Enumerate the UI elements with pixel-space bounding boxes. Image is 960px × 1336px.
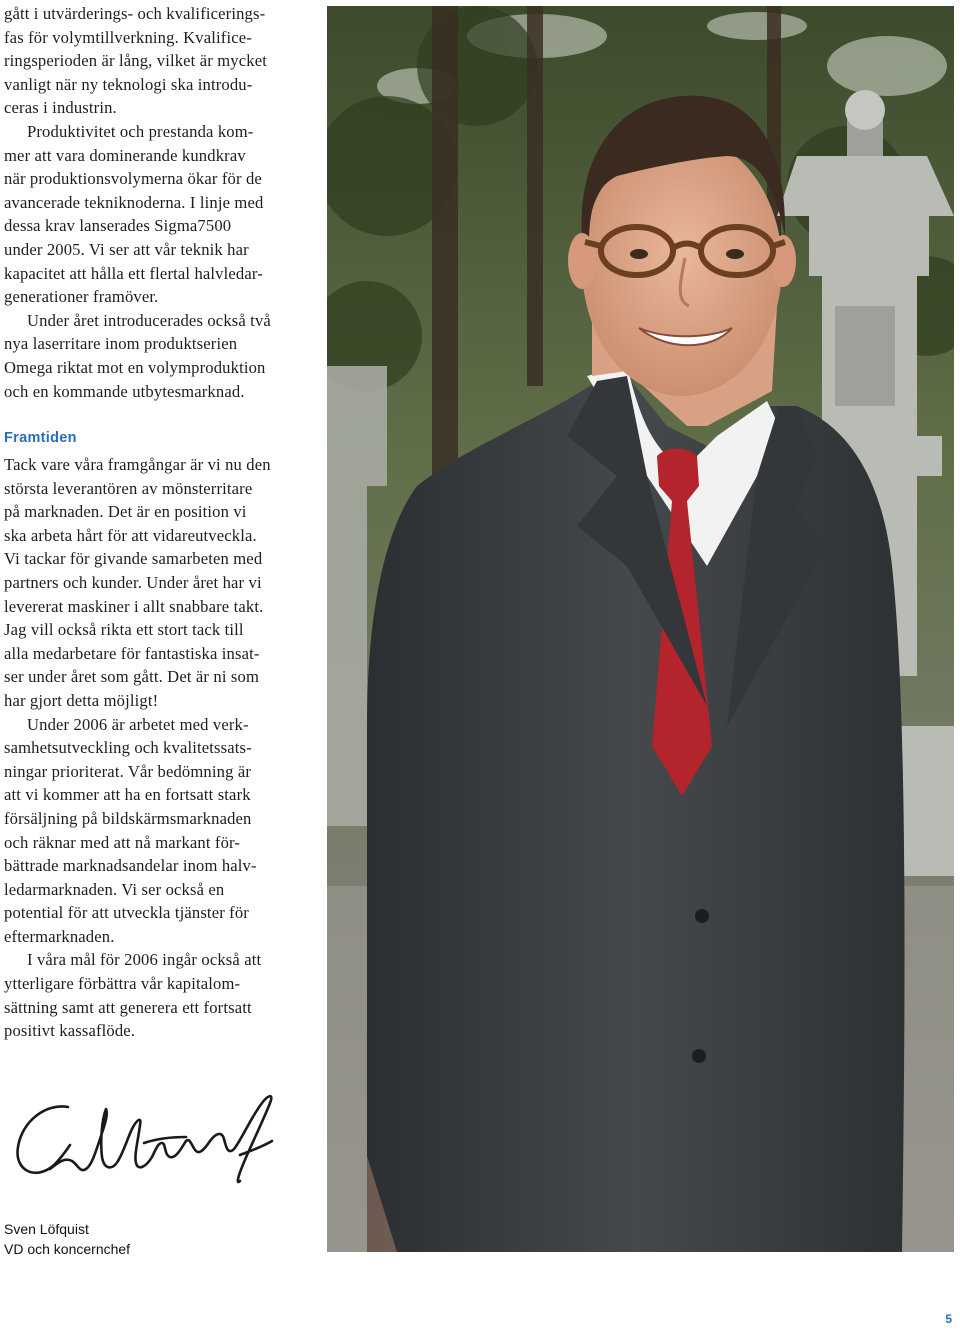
text-line: försäljning på bildskärmsmarknaden bbox=[4, 808, 252, 828]
text-line: när produktionsvolymerna ökar för de bbox=[4, 169, 262, 189]
section-heading: Framtiden bbox=[4, 430, 77, 446]
text-line: mer att vara dominerande kundkrav bbox=[4, 145, 246, 165]
text-line: gått i utvärderings- och kvalificerings- bbox=[4, 4, 266, 23]
signer-block bbox=[4, 1219, 130, 1259]
text-line: under 2005. Vi ser att vår teknik har bbox=[4, 239, 249, 259]
text-line: största leverantören av mönsterritare bbox=[4, 478, 253, 498]
text-line: generationer framöver. bbox=[4, 287, 159, 307]
text-line: vanligt när ny teknologi ska introdu- bbox=[4, 74, 253, 94]
body-paragraph bbox=[4, 713, 320, 949]
text-line: att vi kommer att ha en fortsatt stark bbox=[4, 785, 251, 805]
text-line: levererat maskiner i allt snabbare takt. bbox=[4, 596, 264, 616]
body-paragraph bbox=[4, 948, 320, 1042]
text-line: avancerade tekniknoderna. I linje med bbox=[4, 192, 264, 212]
text-line: ringsperioden är lång, vilket är mycket bbox=[4, 51, 267, 71]
signer-name: Sven Löfquist bbox=[4, 1221, 89, 1237]
text-line: samhetsutveckling och kvalitetssats- bbox=[4, 738, 252, 758]
signature bbox=[6, 1085, 296, 1195]
text-line: Vi tackar för givande samarbeten med bbox=[4, 549, 263, 569]
portrait-illustration bbox=[327, 6, 954, 1252]
text-line: ser under året som gått. Det är ni som bbox=[4, 667, 259, 687]
text-line: nya laserritare inom produktserien bbox=[4, 334, 238, 354]
text-line: partners och kunder. Under året har vi bbox=[4, 572, 262, 592]
body-paragraph bbox=[4, 309, 320, 403]
text-line: ska arbeta hårt för att vidareutveckla. bbox=[4, 525, 257, 545]
text-line: Jag vill också rikta ett stort tack till bbox=[4, 620, 244, 640]
text-line: alla medarbetare för fantastiska insat- bbox=[4, 643, 260, 663]
body-text-bottom bbox=[4, 453, 320, 1043]
text-line: och räknar med att nå markant för- bbox=[4, 832, 241, 852]
text-line: på marknaden. Det är en position vi bbox=[4, 502, 247, 522]
text-line: Produktivitet och prestanda kom- bbox=[27, 121, 254, 141]
body-paragraph bbox=[4, 120, 320, 309]
text-line: ytterligare förbättra vår kapitalom- bbox=[4, 974, 241, 994]
text-line: sättning samt att generera ett fortsatt bbox=[4, 997, 252, 1017]
page-number: 5 bbox=[945, 1312, 952, 1326]
text-line: fas för volymtillverkning. Kvalifice- bbox=[4, 27, 252, 47]
text-line: har gjort detta möjligt! bbox=[4, 690, 159, 710]
text-line: eftermarknaden. bbox=[4, 926, 115, 946]
signer-title: VD och koncernchef bbox=[4, 1241, 131, 1257]
text-line: Under året introducerades också två bbox=[27, 310, 271, 330]
text-line: potential för att utveckla tjänster för bbox=[4, 903, 249, 923]
text-line: ledarmarknaden. Vi ser också en bbox=[4, 879, 225, 899]
text-line: och en kommande utbytesmarknad. bbox=[4, 381, 245, 401]
body-paragraph bbox=[4, 453, 320, 713]
text-line: bättrade marknadsandelar inom halv- bbox=[4, 856, 257, 876]
text-line: kapacitet att hålla ett flertal halvledar- bbox=[4, 263, 263, 283]
text-line: dessa krav lanserades Sigma7500 bbox=[4, 216, 232, 236]
text-line: Tack vare våra framgångar är vi nu den bbox=[4, 455, 271, 474]
text-line: Omega riktat mot en volymproduktion bbox=[4, 357, 266, 377]
text-line: I våra mål för 2006 ingår också att bbox=[27, 950, 262, 970]
text-line: ningar prioriterat. Vår bedömning är bbox=[4, 761, 252, 781]
portrait-photo bbox=[327, 6, 954, 1252]
text-line: ceras i industrin. bbox=[4, 98, 117, 118]
body-paragraph bbox=[4, 2, 320, 120]
text-line: positivt kassaflöde. bbox=[4, 1021, 136, 1041]
text-line: Under 2006 är arbetet med verk- bbox=[27, 714, 249, 734]
body-text-top bbox=[4, 2, 320, 403]
